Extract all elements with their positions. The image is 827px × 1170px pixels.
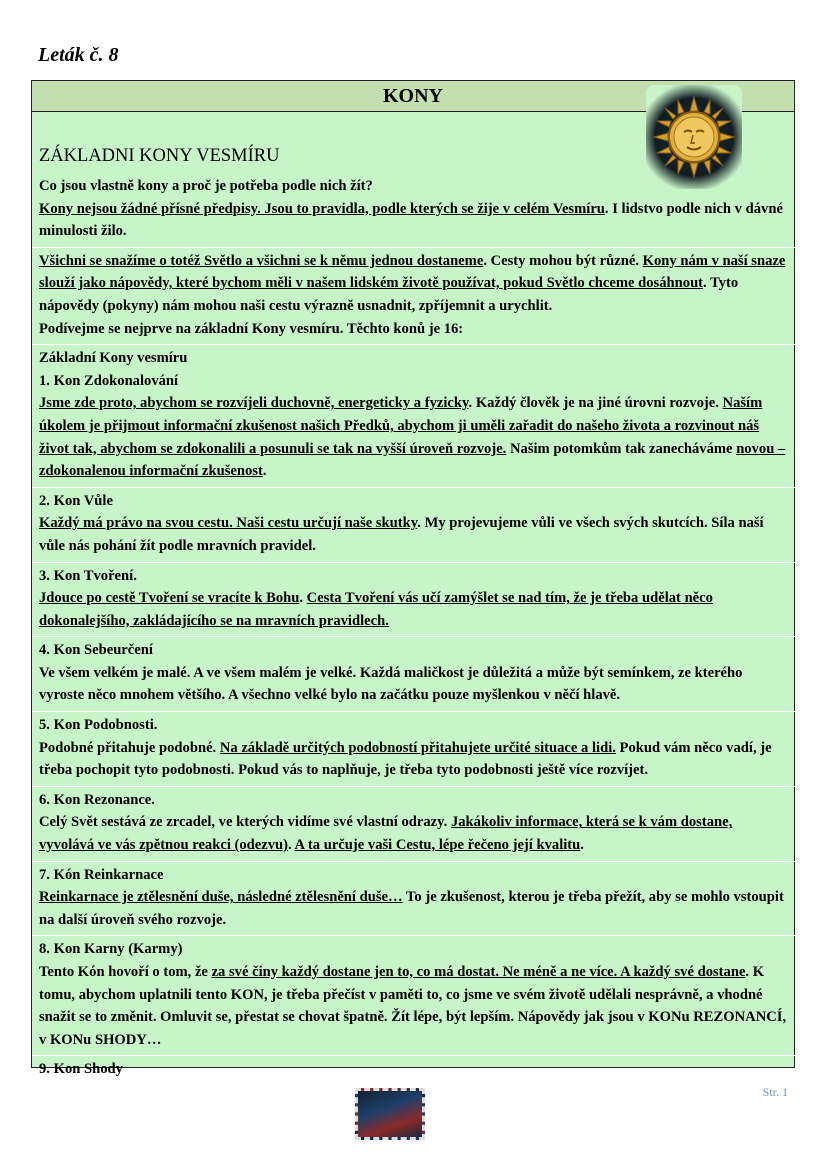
kon-8-text-2: . K tomu, abychom uplatnili tento KON, je třeba přečíst v paměti to, co jsme ve svém životě udělali nesprávně, a vhodné snažit se to změnit. Omluvit se, přestat se chovat špatně. Žít lépe, být lepším. Nápovědy jak jsou v KONu REZONANCÍ, v KONu SHODY… <box>39 964 787 1048</box>
kon-3-underlined-1: Jdouce po cestě Tvoření se vracíte k Bohu <box>39 590 300 607</box>
kon-6-title: 6. Kon Rezonance. <box>39 791 155 808</box>
kon-9 <box>39 1058 789 1081</box>
kon-1-title: 1. Kon Zdokonalování <box>39 372 179 389</box>
light-paragraph <box>39 250 789 340</box>
kon-4 <box>39 639 789 707</box>
kon-6-text-2: . <box>288 837 295 854</box>
list-title: Základní Kony vesmíru <box>39 350 188 367</box>
content-frame <box>31 80 795 1078</box>
kon-5-text-2: Pokud vám něco vadí, je třeba pochopit tyto podobnosti. Pokud vás to naplňuje, je třeba tyto podobnosti ještě více rozvíjet. <box>39 739 772 779</box>
kon-7-title: 7. Kón Reinkarnace <box>39 866 164 883</box>
divider <box>32 786 796 787</box>
kon-2 <box>39 490 789 558</box>
kon-2-title: 2. Kon Vůle <box>39 492 113 509</box>
divider <box>32 487 796 488</box>
divider <box>32 935 796 936</box>
footer-image <box>355 1088 425 1140</box>
divider <box>32 636 796 637</box>
divider <box>32 247 796 248</box>
kon-5-underlined: Na základě určitých podobností přitahujete určité situace a lidi. <box>219 739 616 756</box>
kon-1-text-3: . <box>262 463 267 480</box>
kon-6-text-1: Celý Svět sestává ze zrcadel, ve kterých vidíme své vlastní odrazy. <box>39 814 451 831</box>
divider <box>32 861 796 862</box>
kon-6-underlined-2: A ta určuje vaši Cestu, lépe řečeno její kvalitu <box>294 837 581 854</box>
divider <box>32 1055 796 1056</box>
kon-5-text-1: Podobné přitahuje podobné. <box>39 739 220 756</box>
kon-3-title: 3. Kon Tvoření. <box>39 567 137 584</box>
page-title: KONY <box>383 85 443 107</box>
kon-4-text: Ve všem velkém je malé. A ve všem malém je velké. Každá maličkost je důležitá a může být semínkem, ze kterého vyroste něco mnohem většího. A všechno velké bylo na začátku pouze myšlenkou v něčí hlavě. <box>39 664 743 704</box>
divider <box>32 562 796 563</box>
kon-4-title: 4. Kon Sebeurčení <box>39 642 153 659</box>
kon-3-text: . <box>299 590 307 607</box>
kon-1-underlined-2: Naším úkolem je přijmout informační zkušenost našich Předků, abychom ji uměli zařadit do našeho života a rozvinout náš život tak, abychom se zdokonalili a posunuli se tak na vyšší úroveň rozvoje. <box>39 395 763 457</box>
kon-6 <box>39 789 789 857</box>
kon-7-underlined: Reinkarnace je ztělesnění duše, následné ztělesnění duše… <box>39 889 403 906</box>
light-text-3: Podívejme se nejprve na základní Kony vesmíru. Těchto konů je 16: <box>39 320 464 337</box>
kon-8 <box>39 938 789 1051</box>
letter-body <box>39 143 789 1081</box>
light-text-1: . Cesty mohou být různé. <box>483 252 643 269</box>
kon-1 <box>39 347 789 483</box>
intro-question: Co jsou vlastně kony a proč je potřeba podle nich žít? <box>39 178 373 194</box>
light-text-2: . Tyto nápovědy (pokyny) nám mohou naši cestu výrazně usnadnit, zpříjemnit a urychlit. <box>39 275 739 314</box>
kon-7-text: To je zkušenost, kterou je třeba přežít, aby se mohlo vstoupit na další úroveň svého rozvoje. <box>39 889 784 928</box>
divider <box>32 344 796 345</box>
kon-8-title: 8. Kon Karny (Karmy) <box>39 941 183 958</box>
kon-1-underlined-1: Jsme zde proto, abychom se rozvíjeli duchovně, energeticky a fyzicky <box>39 395 469 412</box>
intro-text: . I lidstvo podle nich v dávné minulosti žilo. <box>39 200 783 240</box>
kon-8-text-1: Tento Kón hovoří o tom, že <box>39 964 212 980</box>
section-heading: ZÁKLADNI KONY VESMÍRU <box>39 146 280 166</box>
kon-5 <box>39 714 789 782</box>
kon-2-underlined: Každý má právo na svou cestu. Naši cestu určují naše skutky <box>39 515 418 532</box>
kon-2-text: . My projevujeme vůli ve všech svých skutcích. Síla naší vůle nás pohání žít podle mravních pravidel. <box>39 515 764 554</box>
kon-3 <box>39 565 789 633</box>
kon-9-title: 9. Kon Shody <box>39 1061 123 1078</box>
document-title: Leták č. 8 <box>38 44 119 66</box>
kon-6-text-3: . <box>580 837 584 854</box>
divider <box>32 711 796 712</box>
light-underlined-2: Kony nám v naší snaze slouží jako nápovědy, které bychom měli v našem lidském životě používat, pokud Světlo chceme dosáhnout <box>39 252 786 292</box>
kon-8-underlined: za své činy každý dostane jen to, co má dostat. Ne méně a ne více. A každý své dostane <box>211 964 746 980</box>
kon-6-underlined-1: Jakákoliv informace, která se k vám dostane, vyvolává ve vás zpětnou reakci (odezvu) <box>39 814 733 854</box>
intro-underlined: Kony nejsou žádné přísné předpisy. Jsou to pravidla, podle kterých se žije v celém Vesmíru <box>39 200 605 217</box>
kon-1-underlined-3: novou – zdokonalenou informační zkušenost <box>39 440 786 480</box>
kon-1-text-2: Našim potomkům tak zanecháváme <box>506 440 737 457</box>
intro-paragraph <box>39 175 789 243</box>
light-underlined-1: Všichni se snažíme o totéž Světlo a všichni se k němu jednou dostaneme <box>39 252 484 269</box>
kon-3-underlined-2: Cesta Tvoření vás učí zamýšlet se nad tím, že je třeba udělat něco dokonalejšího, zakládajícího se na mravních pravidlech. <box>39 590 713 629</box>
kon-7 <box>39 864 789 932</box>
page-number: Str. 1 <box>762 1085 788 1099</box>
kon-1-text-1: . Každý člověk je na jiné úrovni rozvoje. <box>468 395 723 412</box>
kon-5-title: 5. Kon Podobnosti. <box>39 717 158 734</box>
